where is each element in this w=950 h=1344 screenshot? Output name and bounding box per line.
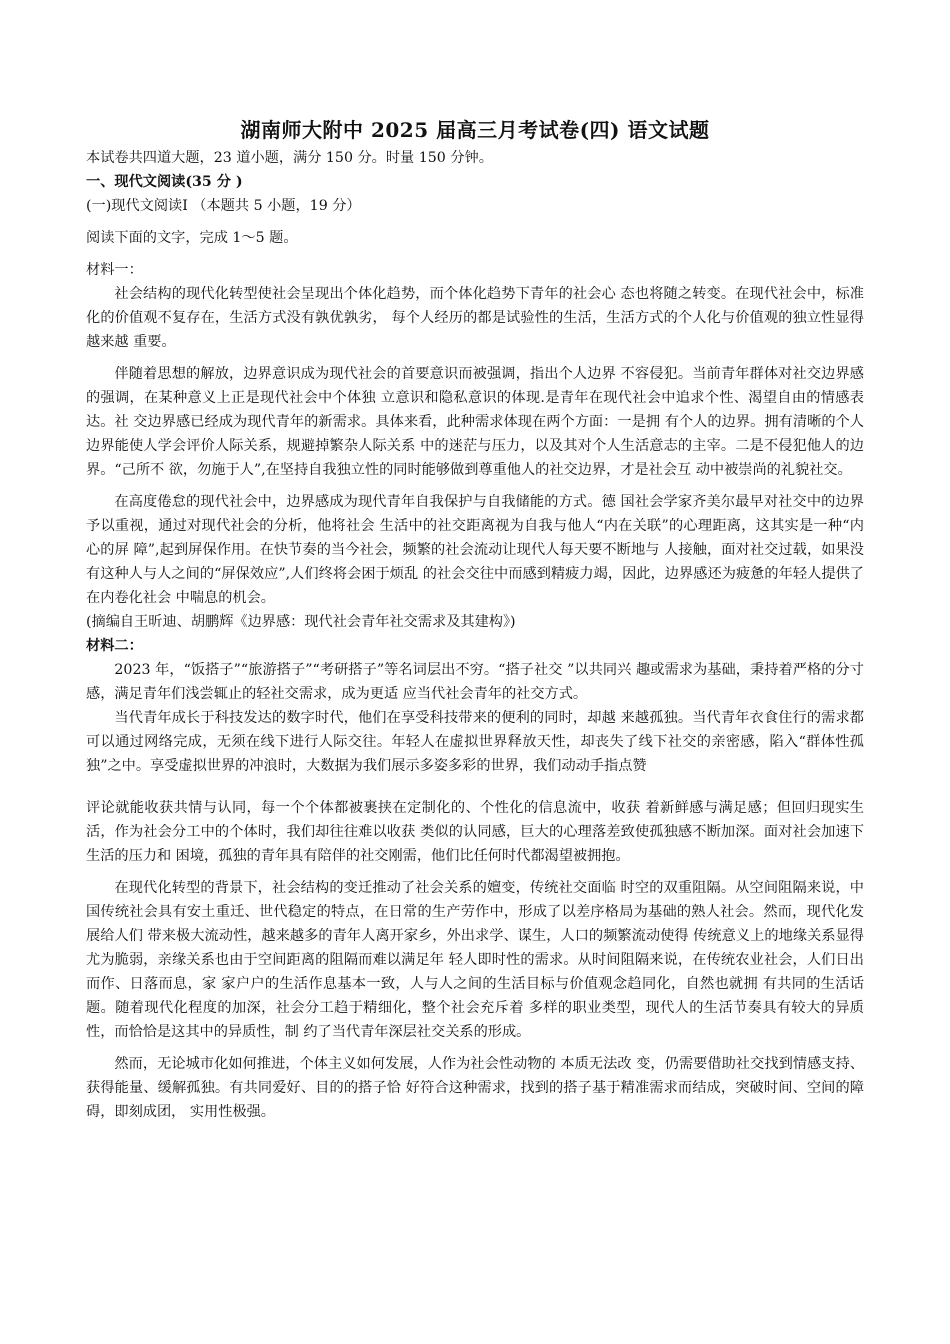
material-two-paragraph: 在现代化转型的背景下，社会结构的变迁推动了社会关系的嬗变，传统社交面临 时空的双重阻隔。从空间阻隔来说，中国传统社会具有安土重迁、世代稳定的特点，在日常的生产劳作中，形成了以差序格局为基础的熟人社会。然而，现代化发展给人们 带来极大流动性，越来越多的青年人离开家乡，外出求学、谋生，人口的频繁流动使得 传统意义上的地缘关系显得尤为脆弱，亲缘关系也由于空间距离的阻隔而难以满足年 轻人即时性的需求。从时间阻隔来说，在传统农业社会，人们日出而作、日落而息，家 家户户的生活作息基本一致，人与人之间的生活目标与价值观念趋同化，自然也就拥 有共同的生活话题。随着现代化程度的加深，社会分工趋于精细化，整个社会充斥着 多样的职业类型，现代人的生活节奏具有较大的异质性，而恰恰是这其中的异质性，制 约了当代青年深层社交关系的形成。 xyxy=(86,880,864,1040)
material-one-paragraph: 社会结构的现代化转型使社会呈现出个体化趋势，而个体化趋势下青年的社会心 态也将随之转变。在现代社会中，标准化的价值观不复存在，生活方式没有孰优孰劣， 每个人经历的都是试验性的生活，生活方式的个人化与价值观的独立性显得越来越 重要。 xyxy=(86,286,864,350)
exam-page xyxy=(86,116,864,1124)
material-one-label: 材料一： xyxy=(86,262,143,278)
material-two-paragraph: 当代青年成长于科技发达的数字时代，他们在享受科技带来的便利的同时，却越 来越孤独。当代青年衣食住行的需求都可以通过网络完成，无须在线下进行人际交往。年轻人在虚拟世界释放天性，却丧失了线下社交的亲密感，陷入“群体性孤独”之中。享受虚拟世界的冲浪时，大数据为我们展示多姿多彩的世界，我们动动手指点赞 xyxy=(86,710,864,774)
section-subheading: (一)现代文阅读Ⅰ （本题共 5 小题，19 分） xyxy=(86,198,361,214)
material-one-source: (摘编自王昕迪、胡鹏辉《边界感：现代社会青年社交需求及其建构》) xyxy=(86,614,516,630)
material-two-paragraph: 然而，无论城市化如何推进，个体主义如何发展，人作为社会性动物的 本质无法改 变，仍需要借助社交找到情感支持、获得能量、缓解孤独。有共同爱好、目的的搭子恰 好符合这种需求，找到的搭子基于精准需求而结成，突破时间、空间的障碍，即刻成团， 实用性极强。 xyxy=(86,1056,864,1120)
material-one-paragraph: 在高度倦怠的现代社会中，边界感成为现代青年自我保护与自我储能的方式。德 国社会学家齐美尔最早对社交中的边界予以重视，通过对现代社会的分析，他将社会 生活中的社交距离视为自我与他人“内在关联”的心理距离，这其实是一种“内心的屏 障”,起到屏保作用。在快节奏的当今社会，频繁的社会流动让现代人每天要不断地与 人接触，面对社交过载，如果没有这种人与人之间的“屏保效应”,人们终将会困于烦乱 的社会交往中而感到精疲力竭，因此，边界感还为疲惫的年轻人提供了在内卷化社会 中喘息的机会。 xyxy=(86,494,864,606)
reading-instruction: 阅读下面的文字，完成 1～5 题。 xyxy=(86,230,298,246)
material-one-paragraph: 伴随着思想的解放，边界意识成为现代社会的首要意识而被强调，指出个人边界 不容侵犯。当前青年群体对社交边界感的强调，在某种意义上正是现代社会中个体独 立意识和隐私意识的体现.是青年在现代社会中追求个性、渴望自由的情感表达。社 交边界感已经成为现代青年的新需求。具体来看，此种需求体现在两个方面：一是拥 有个人的边界。拥有清晰的个人边界能使人学会评价人际关系，规避掉繁杂人际关系 中的迷茫与压力，以及其对个人生活意志的主宰。二是不侵犯他人的边界。“己所不 欲，勿施于人”,在坚持自我独立性的同时能够做到尊重他人的社交边界，才是社会互 动中被崇尚的礼貌社交。 xyxy=(86,366,864,478)
material-two-continuation: 评论就能收获共情与认同，每一个个体都被裹挟在定制化的、个性化的信息流中，收获 着新鲜感与满足感；但回归现实生活，作为社会分工中的个体时，我们却往往难以收获 类似的认同感，巨大的心理落差致使孤独感不断加深。面对社会加速下生活的压力和 困境，孤独的青年具有陪伴的社交刚需，他们比任何时代都渴望被拥抱。 xyxy=(86,800,864,864)
section-heading: 一、现代文阅读(35 分 ) xyxy=(86,174,243,190)
material-two-paragraph: 2023 年，“饭搭子”“旅游搭子”“考研搭子”等名词层出不穷。“搭子社交 ”以共同兴 趣或需求为基础，秉持着严格的分寸感，满足青年们浅尝辄止的轻社交需求，成为更适 应当代社会青年的社交方式。 xyxy=(86,662,864,702)
exam-title: 湖南师大附中 2025 届高三月考试卷(四) 语文试题 xyxy=(240,118,710,142)
exam-intro: 本试卷共四道大题，23 道小题，满分 150 分。时量 150 分钟。 xyxy=(86,150,493,166)
material-two-label: 材料二： xyxy=(86,638,143,654)
